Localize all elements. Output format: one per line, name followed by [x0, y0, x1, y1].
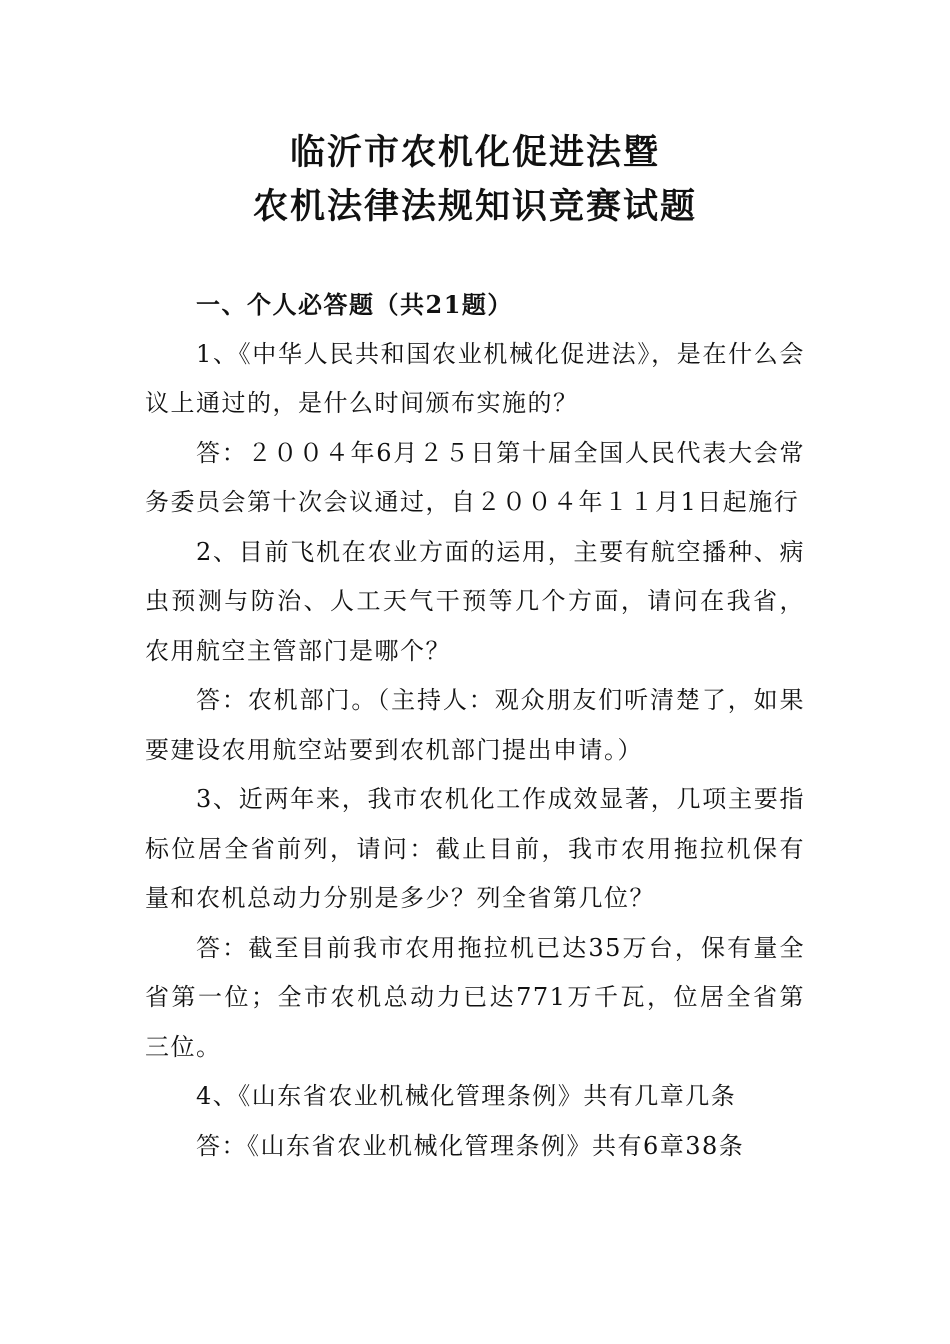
document-title-line-1: 临沂市农机化促进法暨 [289, 132, 660, 173]
answer-1: 答：２００４年6月２５日第十届全国人民代表大会常务委员会第十次会议通过，自２００４年１１月1日起施行 [145, 438, 805, 516]
question-3: 3、近两年来，我市农机化工作成效显著，几项主要指标位居全省前列，请问：截止目前，我市农用拖拉机保有量和农机总动力分别是多少？列全省第几位？ [145, 785, 805, 912]
question-4: 4、《山东省农业机械化管理条例》共有几章几条 [196, 1082, 737, 1110]
answer-3: 答：截至目前我市农用拖拉机已达35万台，保有量全省第一位；全市农机总动力已达771万千瓦，位居全省第三位。 [145, 933, 805, 1061]
answer-4: 答：《山东省农业机械化管理条例》共有6章38条 [196, 1131, 745, 1160]
answer-2: 答：农机部门。（主持人：观众朋友们听清楚了，如果要建设农用航空站要到农机部门提出申请。） [145, 686, 805, 764]
question-1: 1、《中华人民共和国农业机械化促进法》，是在什么会议上通过的，是什么时间颁布实施的？ [145, 339, 805, 417]
question-2: 2、目前飞机在农业方面的运用，主要有航空播种、病虫预测与防治、人工天气干预等几个方面，请问在我省，农用航空主管部门是哪个？ [145, 537, 805, 665]
document-body [145, 280, 805, 1171]
document-title-line-2: 农机法律法规知识竞赛试题 [252, 186, 697, 227]
section-heading: 一、个人必答题（共21题） [196, 290, 513, 319]
